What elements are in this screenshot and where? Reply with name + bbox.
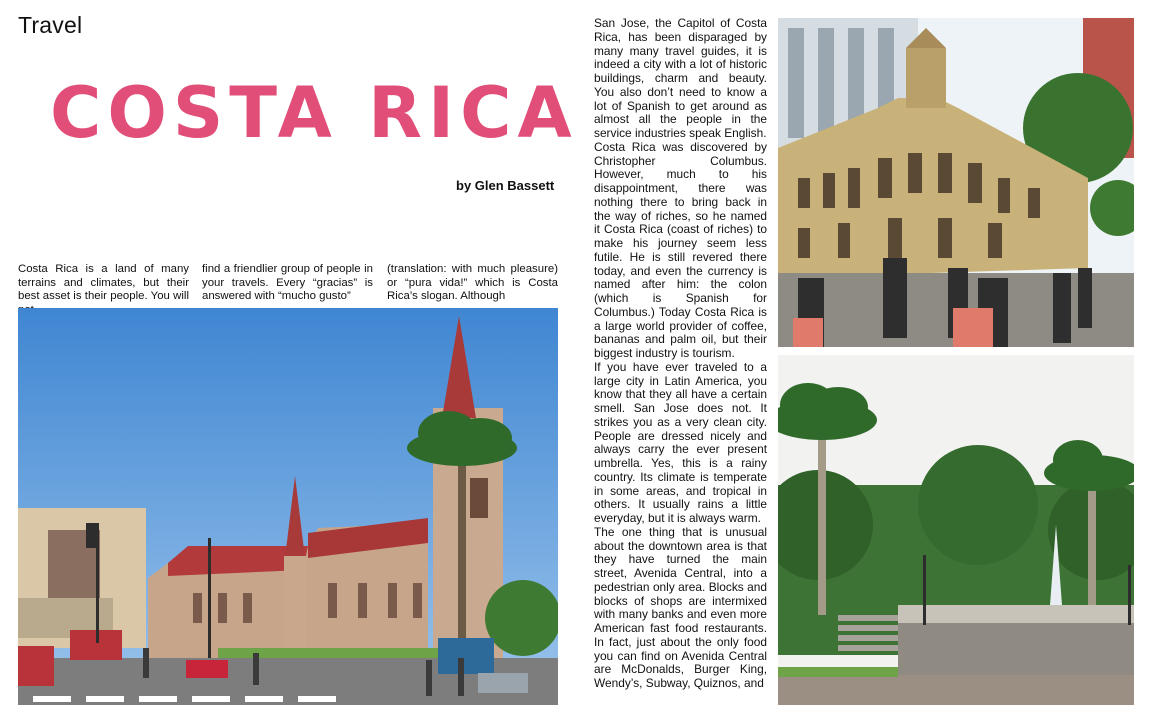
- right-column-paragraph-3: If you have ever traveled to a large city in Latin America, you know that they all have a certain smell. San Jose does not. It strikes you as a very clean city. People are dressed nicely and always carry the ever present umbrella. Yes, this is a rainy country. Its climate is temperate in some areas, and tropical in others. It usually rains a little everyday, but it is always warm.: [594, 359, 767, 525]
- article-byline: by Glen Bassett: [456, 178, 555, 193]
- right-column: [594, 17, 767, 691]
- historic-building-photo: [778, 18, 1134, 347]
- article-title: COSTA RICA: [50, 72, 578, 154]
- intro-column-2: find a friendlier group of people in your travels. Every “gracias” is answered with “mucho gusto”: [202, 263, 373, 303]
- right-column-paragraph-1: San Jose, the Capitol of Costa Rica, has been disparaged by many many travel guides, it is indeed a city with a lot of historic buildings, charm and beauty. You also don’t need to know a lot of Spanish to get around as almost all the people in the service industries speak English.: [594, 16, 767, 140]
- section-label: Travel: [18, 12, 83, 38]
- park-fountain-photo: [778, 355, 1134, 705]
- right-column-paragraph-4: The one thing that is unusual about the downtown area is that they have turned the main street, Avenida Central, into a pedestrian only area. Blocks and blocks of shops are intermixed with many banks and even more American fast food restaurants. In fact, just about the only food you can find on Avenida Central are McDonalds, Burger King, Wendy’s, Subway, Quiznos, and: [594, 524, 767, 690]
- intro-column-1: Costa Rica is a land of many terrains and climates, but their best asset is their people. You will: [18, 263, 189, 303]
- intro-column-3: (translation: with much pleasure) or “pura vida!” which is Costa Rica’s slogan. Although: [387, 263, 558, 303]
- right-column-paragraph-2: Costa Rica was discovered by Christopher Columbus. However, much to his disappointment, there was nothing there to bring back in the way of riches, so he named it Costa Rica (coast of riches) to make his journey seem less futile. He is still revered there today, and even the currency is named after him: the colon (which is Spanish for Columbus.) Today Costa Rica is a large world provider of coffee, bananas and palm oil, but their biggest industry is tourism.: [594, 139, 767, 360]
- church-photo: [18, 308, 558, 705]
